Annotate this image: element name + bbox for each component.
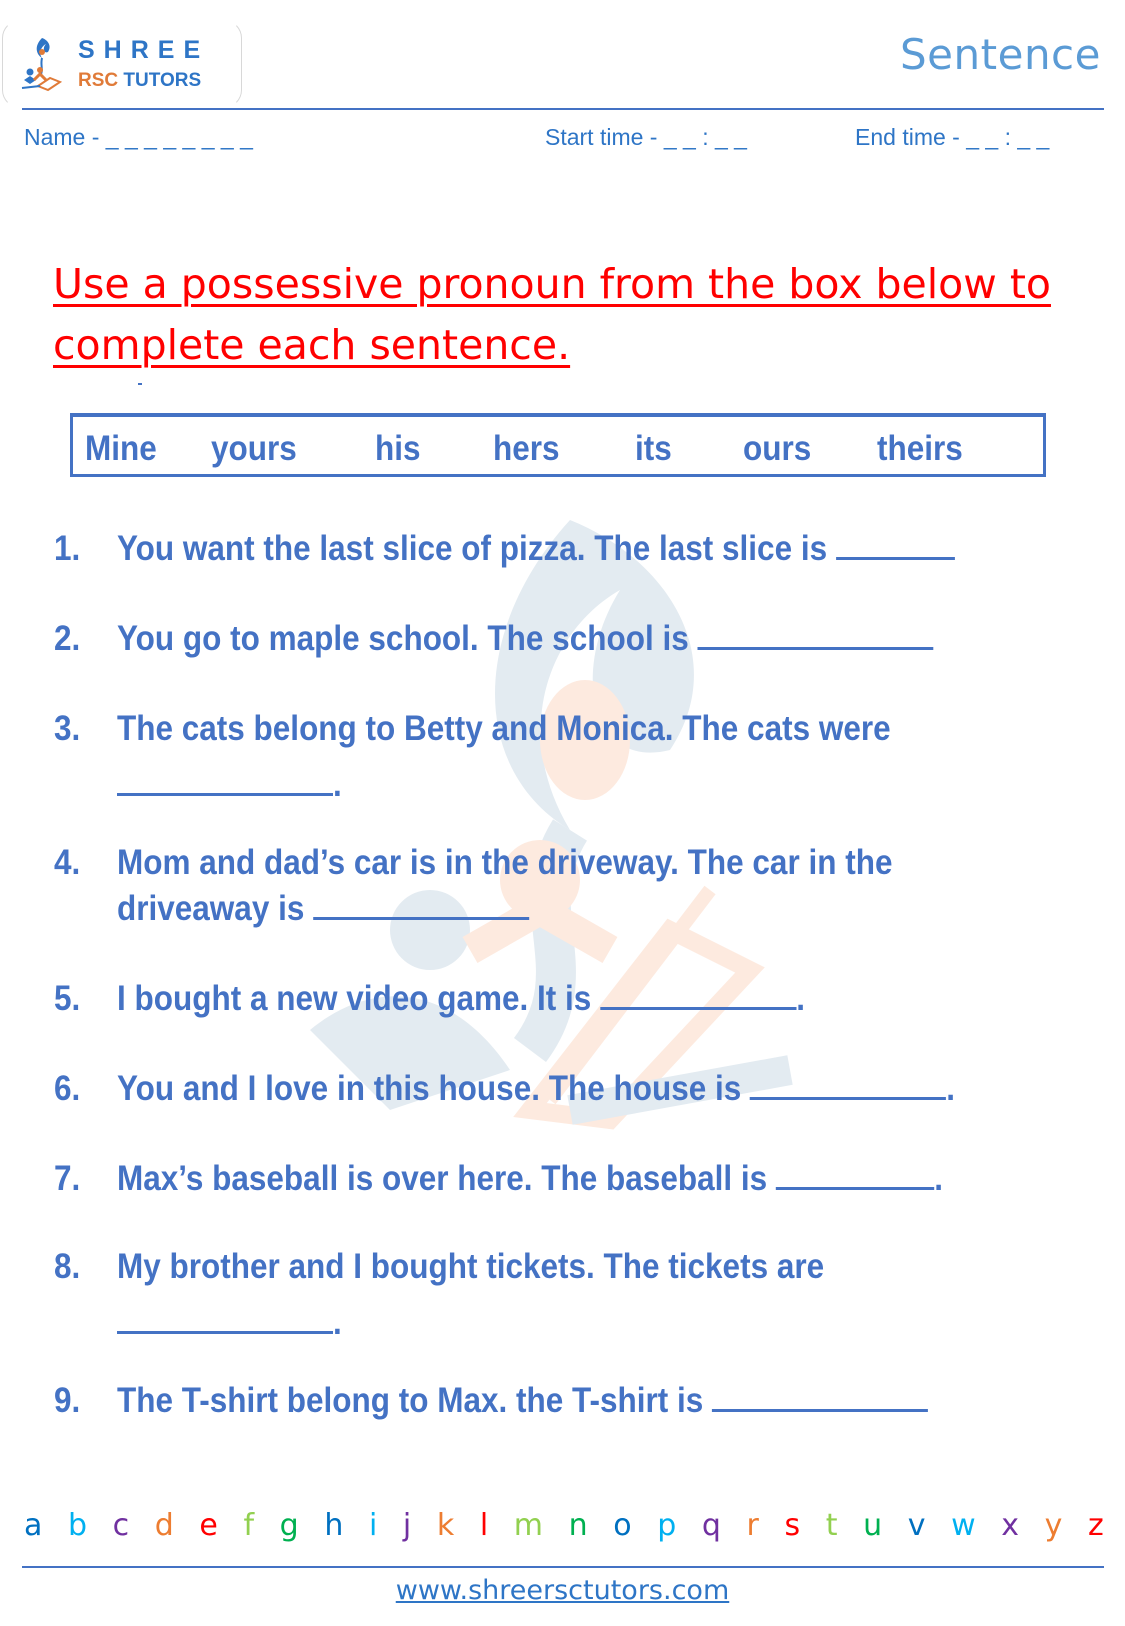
alphabet-letter: h (324, 1508, 344, 1543)
question-text: Mom and dad’s car is in the driveway. The car in the (117, 843, 893, 882)
question-number: 8. (54, 1247, 81, 1286)
answer-blank[interactable] (750, 1066, 946, 1100)
question-number: 2. (54, 619, 81, 658)
alphabet-letter: t (825, 1508, 838, 1543)
watermark-logo-icon (270, 510, 830, 1130)
question-6 (54, 1066, 955, 1112)
question-text: My brother and I bought tickets. The tickets are (117, 1247, 825, 1286)
answer-blank[interactable] (313, 886, 529, 920)
alphabet-letter: y (1044, 1508, 1063, 1543)
question-7 (54, 1156, 943, 1202)
sheet-title: Sentence (900, 30, 1101, 79)
question-9 (54, 1378, 928, 1424)
question-suffix: . (934, 1159, 944, 1198)
alphabet-letter: n (568, 1508, 588, 1543)
alphabet-letter: x (1001, 1508, 1020, 1543)
word-bank-item: its (635, 429, 672, 468)
answer-blank[interactable] (117, 762, 333, 796)
answer-blank[interactable] (697, 616, 933, 650)
question-number: 9. (54, 1381, 81, 1420)
word-bank-item: ours (743, 429, 812, 468)
logo-text-rsc-tutors (78, 70, 201, 92)
question-text: Max’s baseball is over here. The baseball is (117, 1159, 768, 1198)
start-time-field[interactable]: Start time - _ _ : _ _ (545, 124, 747, 150)
word-bank-item: yours (211, 429, 297, 468)
question-suffix: . (946, 1069, 955, 1108)
answer-blank[interactable] (600, 976, 796, 1010)
question-suffix: . (796, 979, 806, 1018)
logo-icon (20, 36, 62, 92)
stray-mark (138, 383, 142, 385)
answer-blank[interactable] (712, 1378, 928, 1412)
answer-blank[interactable] (117, 1300, 333, 1334)
logo-text-shree: SHREE (78, 36, 210, 64)
alphabet-letter: u (863, 1508, 883, 1543)
alphabet-letter: d (154, 1508, 174, 1543)
website-link[interactable]: www.shreersctutors.com (395, 1575, 730, 1606)
instructions-heading: Use a possessive pronoun from the box below to complete each sentence. (53, 260, 1051, 369)
alphabet-letter: w (951, 1508, 976, 1543)
logo-rsc: RSC (78, 70, 119, 91)
alphabet-letter: k (436, 1508, 455, 1543)
question-2 (54, 616, 933, 662)
alphabet-letter: i (368, 1508, 378, 1543)
alphabet-letter: l (479, 1508, 489, 1543)
question-text: You and I love in this house. The house is (117, 1069, 742, 1108)
question-text: You want the last slice of pizza. The last slice is (117, 529, 828, 568)
word-bank-item: Mine (85, 429, 157, 468)
header-divider (22, 108, 1104, 110)
alphabet-letter: b (68, 1508, 88, 1543)
alphabet-letter: s (784, 1508, 801, 1543)
question-3 (54, 706, 891, 808)
word-bank-box (70, 413, 1046, 477)
question-text: The T-shirt belong to Max. the T-shirt is (117, 1381, 704, 1420)
question-number: 3. (54, 709, 81, 748)
word-bank-item: theirs (877, 429, 963, 468)
answer-blank[interactable] (836, 526, 955, 560)
question-number: 6. (54, 1069, 81, 1108)
question-text: You go to maple school. The school is (117, 619, 689, 658)
question-5 (54, 976, 805, 1022)
alphabet-letter: q (701, 1508, 721, 1543)
alphabet-letter: e (199, 1508, 218, 1543)
question-text-continued: driveaway is (117, 889, 305, 928)
answer-blank[interactable] (776, 1156, 934, 1190)
question-suffix: . (333, 765, 342, 804)
alphabet-letter: a (24, 1508, 43, 1543)
question-number: 5. (54, 979, 81, 1018)
alphabet-letter: m (513, 1508, 544, 1543)
word-bank-item: hers (493, 429, 560, 468)
logo-tutors: TUTORS (118, 70, 202, 91)
alphabet-letter: o (613, 1508, 632, 1543)
question-suffix: . (333, 1303, 342, 1342)
question-4 (54, 840, 892, 932)
alphabet-letter: f (243, 1508, 255, 1543)
alphabet-letter: v (907, 1508, 926, 1543)
question-1 (54, 526, 955, 572)
alphabet-letter: p (657, 1508, 677, 1543)
alphabet-letter: z (1088, 1508, 1104, 1543)
end-time-field[interactable]: End time - _ _ : _ _ (855, 124, 1050, 150)
question-text: I bought a new video game. It is (117, 979, 592, 1018)
question-8 (54, 1244, 824, 1346)
alphabet-strip (24, 1508, 1104, 1543)
footer-divider (22, 1566, 1104, 1568)
alphabet-letter: j (402, 1508, 412, 1543)
alphabet-letter: c (112, 1508, 130, 1543)
word-bank-item: his (375, 429, 421, 468)
question-text: The cats belong to Betty and Monica. The cats were (117, 709, 891, 748)
name-field[interactable]: Name - _ _ _ _ _ _ _ _ (24, 124, 253, 150)
alphabet-letter: g (279, 1508, 299, 1543)
question-number: 1. (54, 529, 81, 568)
question-number: 4. (54, 843, 81, 882)
question-number: 7. (54, 1159, 81, 1198)
alphabet-letter: r (746, 1508, 759, 1543)
